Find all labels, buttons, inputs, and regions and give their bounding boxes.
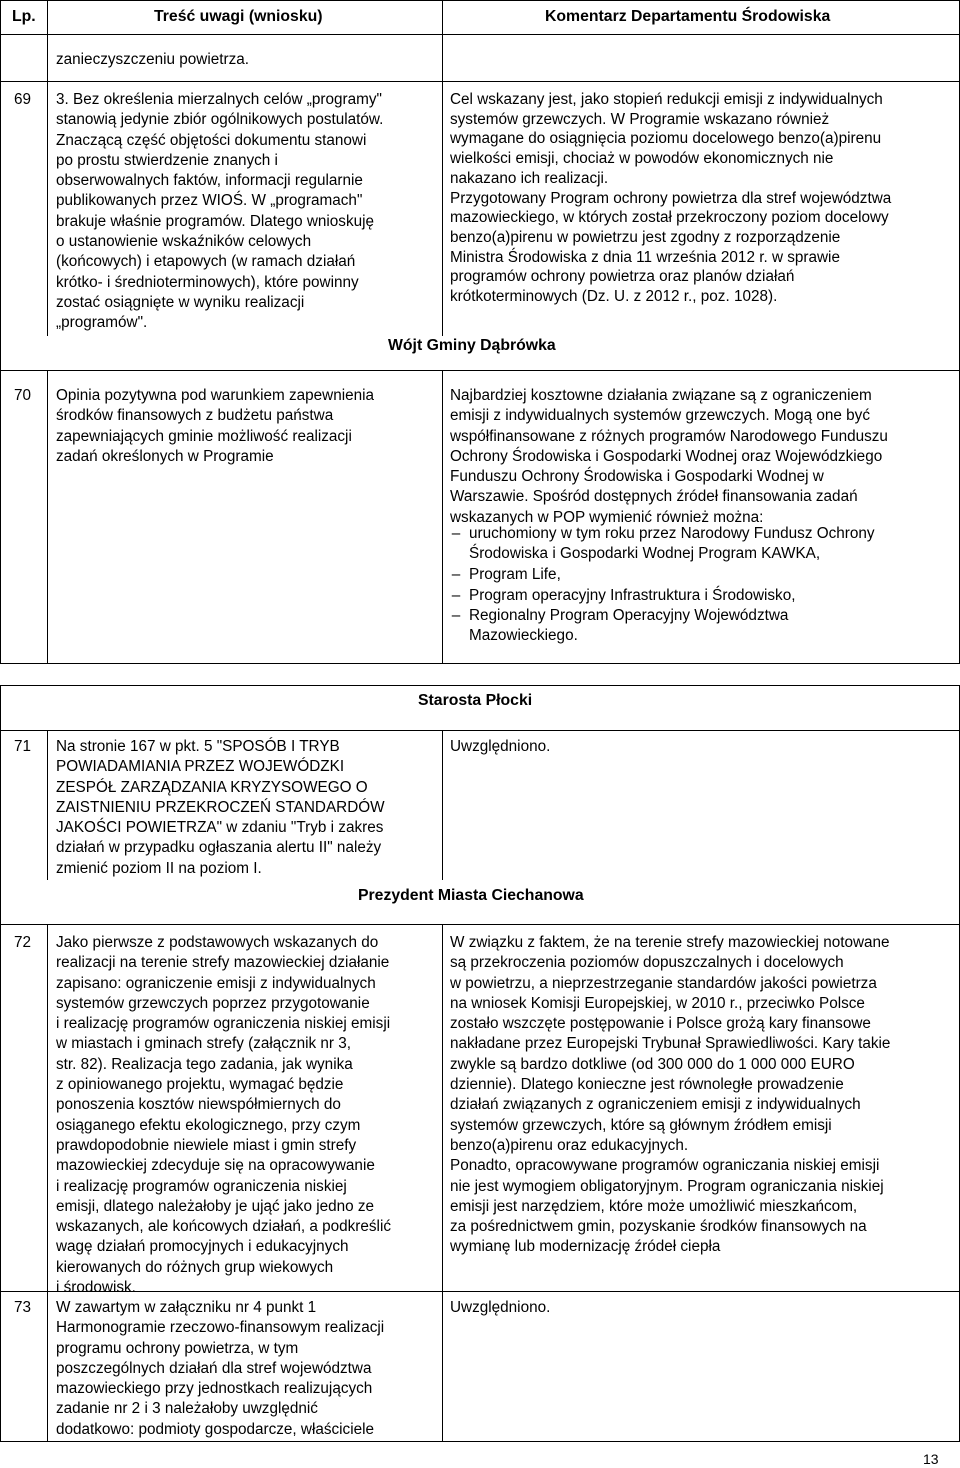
bullet-dash: –: [451, 607, 461, 624]
section-title: Wójt Gminy Dąbrówka: [388, 337, 556, 354]
column-divider: [442, 0, 443, 336]
column-divider: [47, 370, 48, 664]
column-divider: [442, 370, 443, 664]
page-number: 13: [923, 1451, 939, 1467]
table-border-left: [0, 0, 1, 664]
bullet-dash: –: [451, 587, 461, 604]
continuation-text: zanieczyszczeniu powietrza.: [56, 51, 249, 68]
row-border: [0, 924, 960, 925]
table-border-top: [0, 685, 960, 686]
table-border-bottom: [0, 663, 960, 664]
comment-text: Uwzględniono.: [450, 1299, 551, 1316]
bullet-dash: –: [451, 566, 461, 583]
remark-text: Na stronie 167 w pkt. 5 "SPOSÓB I TRYB POWIADAMIANIA PRZEZ WOJEWÓDZKI ZESPÓŁ ZARZĄDZANIA KRYZYSOWEGO O ZAISTNIENIU PRZEKROCZEŃ STANDARDÓW JAKOŚCI POWIETRZA" w zdaniu "Tryb i zakres działań w przypadku ogłaszania alertu II" należy zmienić poziom II na poziom I.: [56, 738, 385, 877]
row-border: [0, 81, 960, 82]
header-comment: Komentarz Departamentu Środowiska: [545, 8, 831, 25]
header-text: Treść uwagi (wniosku): [154, 8, 323, 25]
row-border: [0, 370, 960, 371]
list-item: uruchomiony w tym roku przez Narodowy Fundusz Ochrony Środowiska i Gospodarki Wodnej Program KAWKA,: [469, 525, 875, 563]
row-border: [0, 730, 960, 731]
bullet-dash: –: [451, 525, 461, 542]
row-number: 72: [14, 934, 32, 951]
remark-text: Jako pierwsze z podstawowych wskazanych do realizacji na terenie strefy mazowieckiej działanie zapisano: ograniczenie emisji z indywidualnych systemów grzewczych poprzez przygotowanie i realizację programów ograniczenia niskiej emisji w miastach i gminach strefy (załącznik nr 3, str. 82). Realizacja tego zadania, jak wynika z opiniowanego projektu, wymagać będzie ponoszenia kosztów niewspółmiernych do osiąganego efektu ekologicznego, przy czym prawdopodobnie niewiele miast i gmin strefy mazowieckiej zdecyduje się na opracowywanie i realizację programów ograniczenia niskiej emisji, dlatego należałoby je ująć jako jedno ze wskazanych, ale końcowych działań, a podkreślić wagę działań promocyjnych i edukacyjnych kierowanych do różnych grup wiekowych i środowisk.: [56, 934, 392, 1297]
table-border-bottom: [0, 1441, 960, 1442]
table-border-top: [0, 0, 960, 1]
row-number: 71: [14, 738, 32, 755]
table-border-left: [0, 685, 1, 1442]
list-item: Program operacyjny Infrastruktura i Środowisko,: [469, 587, 796, 604]
comment-text: Cel wskazany jest, jako stopień redukcji emisji z indywidualnych systemów grzewczych. W Programie wskazano również wymagane do osiągnięcia poziomu docelowego benzo(a)pirenu wielkości emisji, chociaż w powodów ekonomicznych nie nakazano ich realizacji. Przygotowany Program ochrony powietrza dla stref województwa mazowieckiego, w których został przekroczony poziom docelowy benzo(a)pirenu w powietrzu jest zgodny z rozporządzenie Ministra Środowiska z dnia 11 września 2012 r. w sprawie programów ochrony powietrza oraz planów działań krótkoterminowych (Dz. U. z 2012 r., poz. 1028).: [450, 91, 892, 306]
remark-text: W zawartym w załączniku nr 4 punkt 1 Harmonogramie rzeczowo-finansowym realizacji programu ochrony powietrza, w tym poszczególnych działań dla stref województwa mazowieckiego przy jednostkach realizujących zadanie nr 2 i 3 należałoby uwzględnić dodatkowo: podmioty gospodarcze, właściciele: [56, 1299, 385, 1438]
column-divider: [442, 924, 443, 1442]
list-item: Regionalny Program Operacyjny Województwa Mazowieckiego.: [469, 607, 789, 645]
column-divider: [442, 730, 443, 880]
section-title: Starosta Płocki: [418, 692, 533, 709]
remark-text: 3. Bez określenia mierzalnych celów „programy" stanowią jedynie zbiór ogólnikowych postulatów. Znaczącą część objętości dokumentu stanowi po prostu stwierdzenie znanych i obserwowalnych faktów, informacji regularnie publikowanych przez WIOŚ. W „programach" brakuje właśnie programów. Dlatego wnioskuję o ustanowienie wskaźników celowych (końcowych) i etapowych (w ramach działań krótko- i średnioterminowych), które powinny zostać osiągnięte w wyniku realizacji „programów".: [56, 91, 384, 332]
header-border: [0, 34, 960, 35]
comment-text: Uwzględniono.: [450, 738, 551, 755]
section-title: Prezydent Miasta Ciechanowa: [358, 887, 584, 904]
remark-text: Opinia pozytywna pod warunkiem zapewnienia środków finansowych z budżetu państwa zapewniających gminie możliwość realizacji zadań określonych w Programie: [56, 387, 375, 465]
list-item: Program Life,: [469, 566, 561, 583]
column-divider: [47, 924, 48, 1442]
row-number: 70: [14, 387, 32, 404]
column-divider: [47, 730, 48, 880]
comment-text: W związku z faktem, że na terenie strefy mazowieckiej notowane są przekroczenia poziomów dopuszczalnych i docelowych w powietrzu, a nieprzestrzeganie standardów jakości powietrza na wniosek Komisji Europejskiej, w 2010 r., przeciwko Polsce zostało wszczęte postępowanie i Polsce grożą kary finansowe nakładane przez Europejski Trybunał Sprawiedliwości. Kary takie zwykle są bardzo dotkliwe (od 300 000 do 1 000 000 EURO dziennie). Dlatego konieczne jest równoległe prowadzenie działań związanych z ograniczeniem emisji z indywidualnych systemów grzewczych, które są głównym źródłem emisji benzo(a)pirenu oraz edukacyjnych. Ponadto, opracowywane programów ograniczania niskiej emisji nie jest wymogiem obligatoryjnym. Program ograniczania niskiej emisji jest narzędziem, które może umożliwić mieszkańcom, za pośrednictwem gmin, pozyskanie środków finansowych na wymianę lub modernizację źródeł ciepła: [450, 934, 891, 1256]
comment-text: Najbardziej kosztowne działania związane są z ograniczeniem emisji z indywidualnych systemów grzewczych. Mogą one być współfinansowane z różnych programów Narodowego Funduszu Ochrony Środowiska i Gospodarki Wodnej oraz Wojewódzkiego Funduszu Ochrony Środowiska i Gospodarki Wodnej w Warszawie. Spośród dostępnych źródeł finansowania zadań wskazanych w POP wymienić również można:: [450, 387, 888, 526]
row-number: 73: [14, 1299, 32, 1316]
column-divider: [47, 0, 48, 336]
row-number: 69: [14, 91, 32, 108]
header-lp: Lp.: [12, 8, 36, 25]
